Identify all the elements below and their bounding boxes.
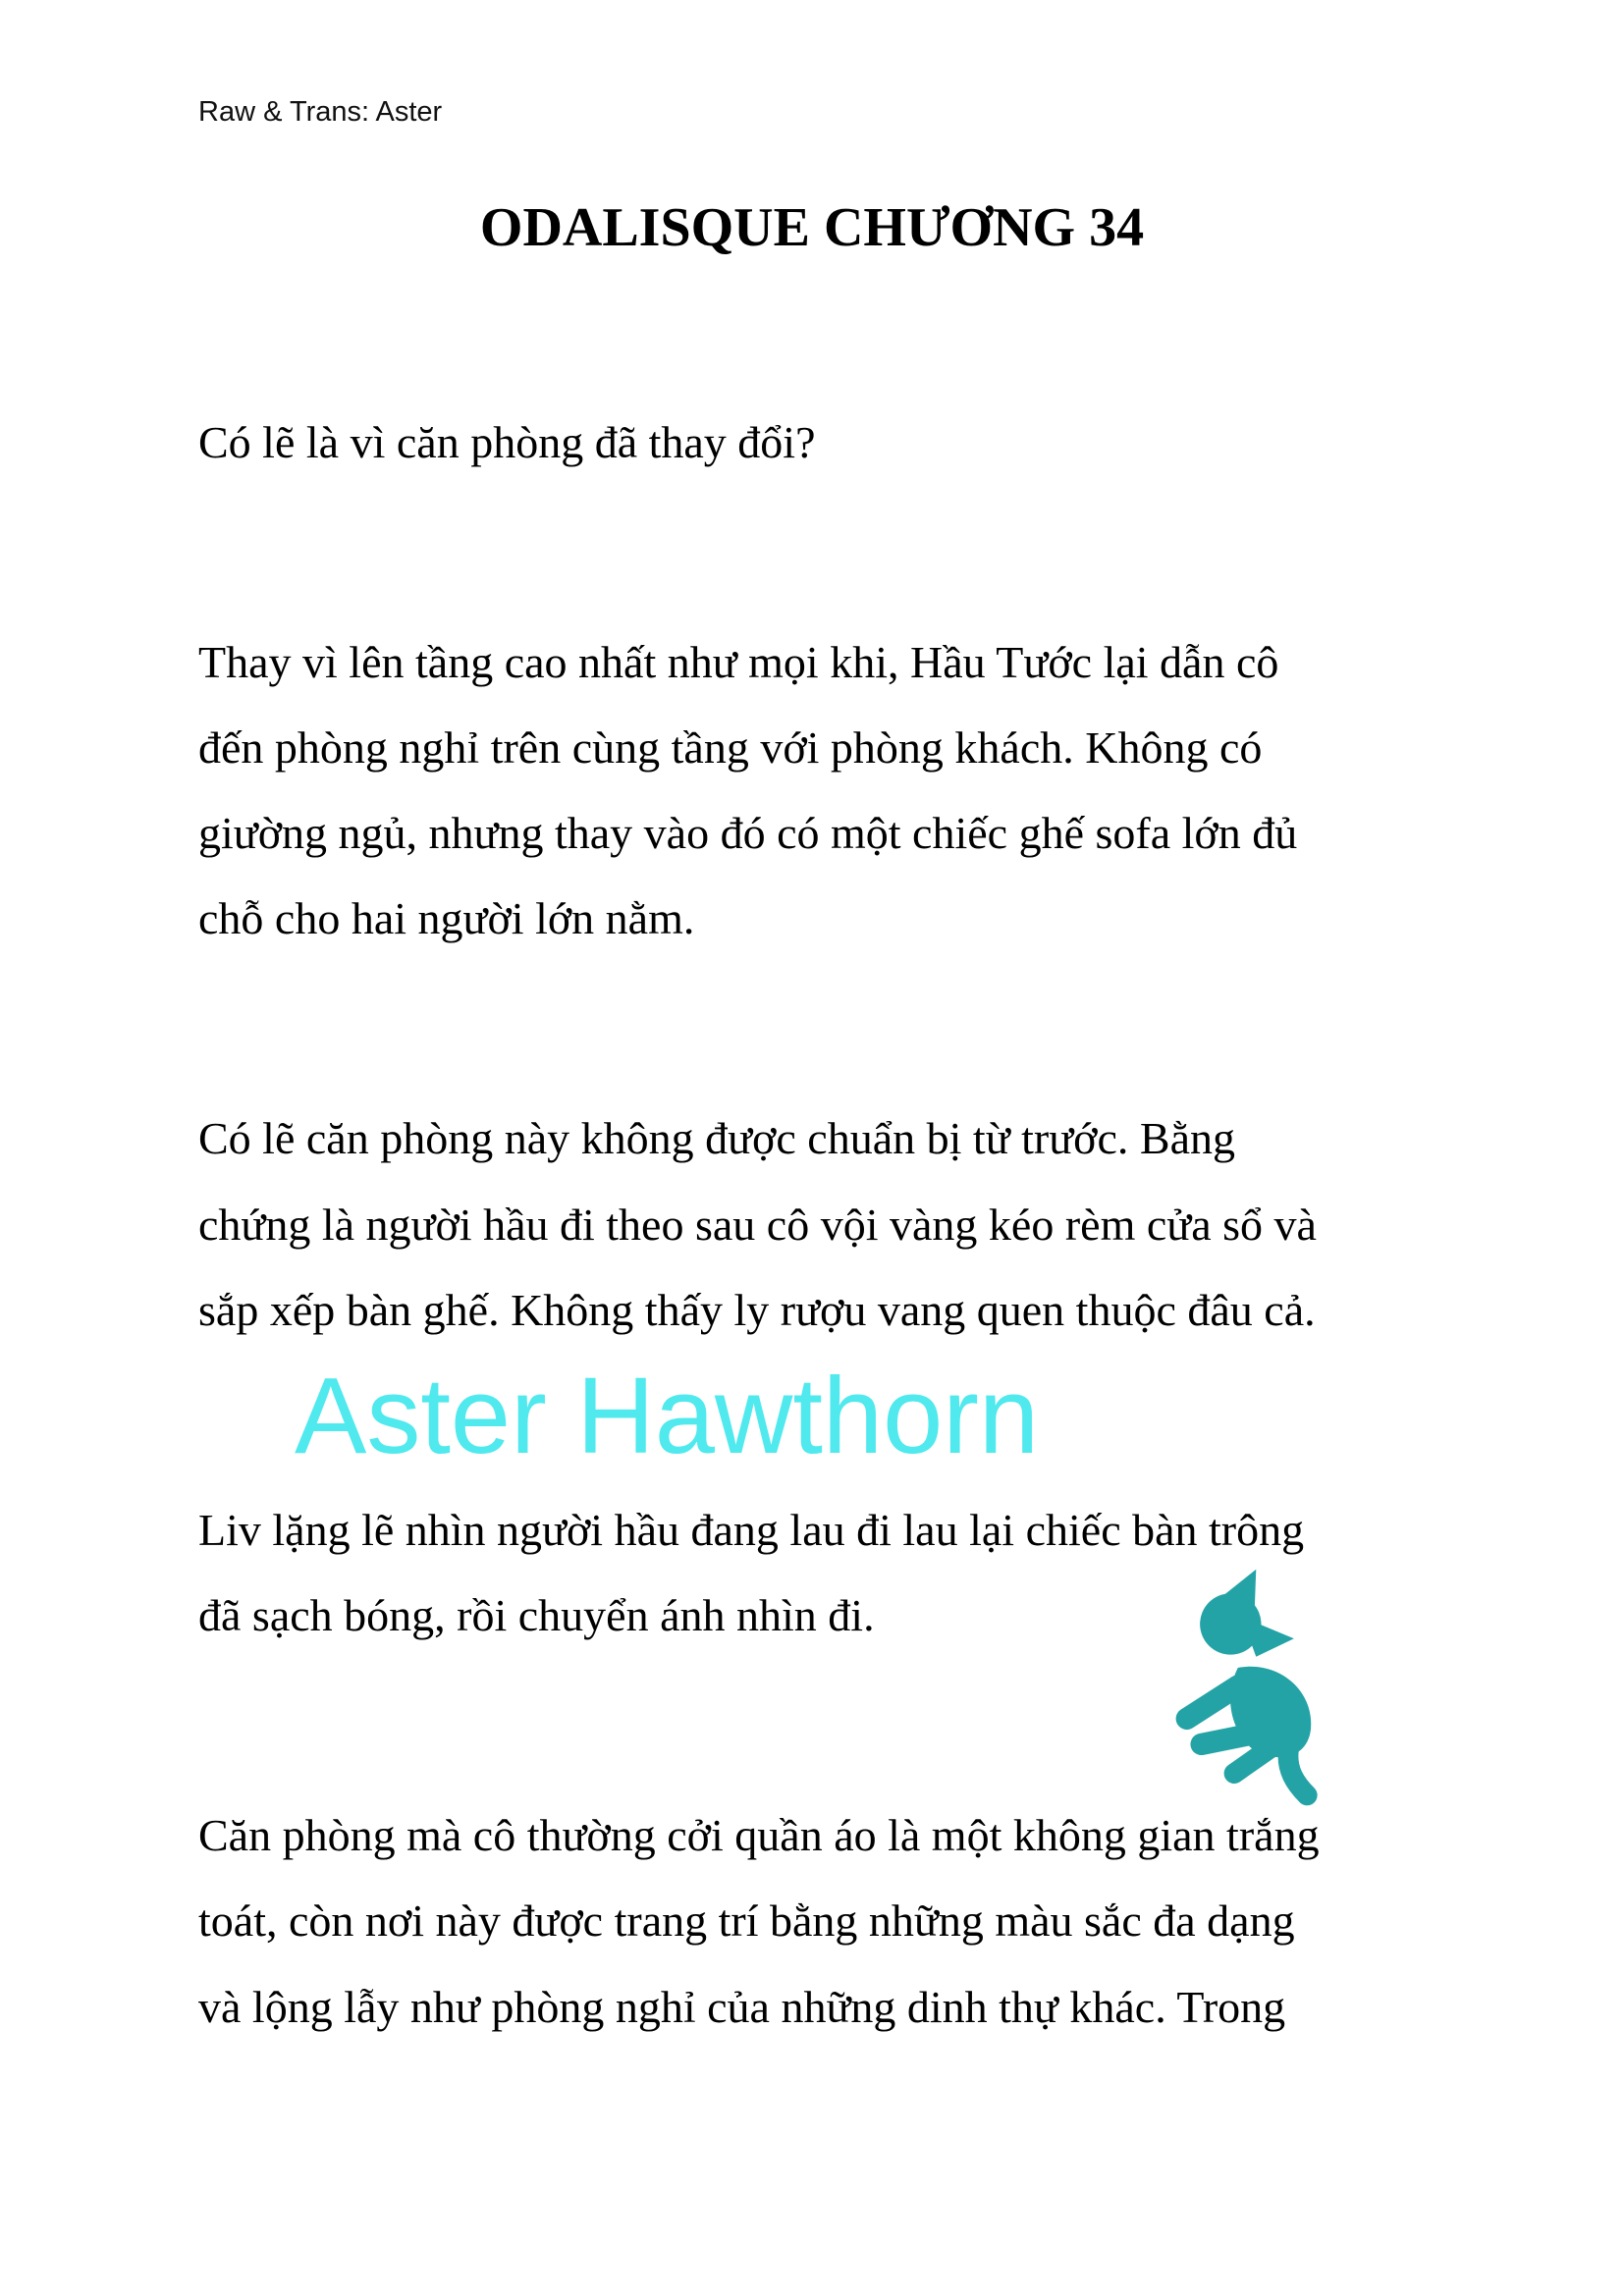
translator-credit: Raw & Trans: Aster: [198, 96, 443, 128]
paragraph-line: Có lẽ căn phòng này không được chuẩn bị từ trước. Bằng: [198, 1113, 1236, 1163]
paragraph-line: Căn phòng mà cô thường cởi quần áo là một không gian trắng: [198, 1810, 1320, 1860]
paragraph-line: đến phòng nghỉ trên cùng tầng với phòng khách. Không có: [198, 722, 1263, 773]
paragraph-line: sắp xếp bàn ghế. Không thấy ly rượu vang quen thuộc đâu cả.: [198, 1285, 1316, 1335]
watermark-text: Aster Hawthorn: [295, 1356, 1040, 1476]
paragraph-line: chứng là người hầu đi theo sau cô vội vàng kéo rèm cửa sổ và: [198, 1200, 1317, 1250]
paragraph-line: Có lẽ là vì căn phòng đã thay đổi?: [198, 417, 816, 467]
cat-icon: [1168, 1566, 1326, 1806]
paragraph-line: Liv lặng lẽ nhìn người hầu đang lau đi lau lại chiếc bàn trông: [198, 1505, 1305, 1555]
paragraph-line: Thay vì lên tầng cao nhất như mọi khi, Hầu Tước lại dẫn cô: [198, 637, 1279, 687]
paragraph-line: giường ngủ, nhưng thay vào đó có một chiếc ghế sofa lớn đủ: [198, 808, 1298, 858]
paragraph-line: đã sạch bóng, rồi chuyển ánh nhìn đi.: [198, 1590, 875, 1640]
paragraph-line: và lộng lẫy như phòng nghỉ của những dinh thự khác. Trong: [198, 1982, 1286, 2032]
chapter-title: ODALISQUE CHƯƠNG 34: [479, 197, 1145, 258]
paragraph-line: toát, còn nơi này được trang trí bằng những màu sắc đa dạng: [198, 1896, 1295, 1946]
paragraph-line: chỗ cho hai người lớn nằm.: [198, 893, 695, 943]
